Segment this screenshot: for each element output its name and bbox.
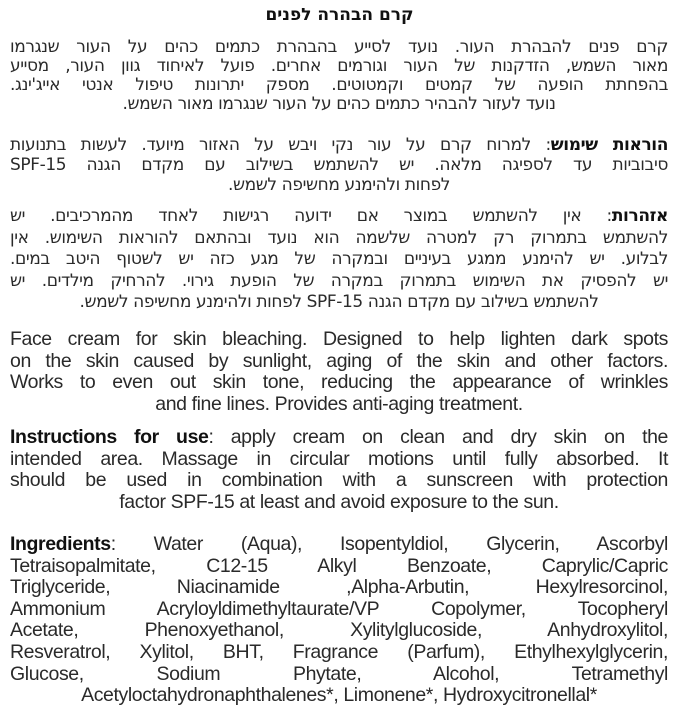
text-line: Glucose, Sodium Phytate, Alcohol, Tetramethyl [10, 662, 668, 685]
text-line: and fine lines. Provides anti-aging treatment. [155, 392, 523, 415]
text-line: לפחות ולהימנע מחשיפה לשמש. [227, 175, 451, 195]
text-line: קרם פנים להבהרת העור. נועד לסייע בהבהרת כתמים כהים על העור שנגרמו [10, 37, 668, 57]
text-line: Face cream for skin bleaching. Designed to help lighten dark spots [10, 328, 668, 350]
text-line: לבלוע. יש להימנע ממגע בעיניים ובמקרה של מגע כזה יש לשטוף היטב במים. [10, 249, 668, 269]
text-line [10, 534, 668, 556]
text-segment: : apply cream on clean and dry skin on the [208, 426, 669, 448]
text-line: intended area. Massage in circular motions until fully absorbed. It [10, 447, 668, 470]
ingredients-label: Ingredients [10, 533, 111, 555]
text-segment: : אין להשתמש במוצר אם ידועה רגישות לאחד מהמרכיבים. יש [10, 206, 612, 226]
text-line: Acetate, Phenoxyethanol, Xylitylglucoside, Anhydroxylitol, [10, 619, 668, 642]
text-line: on the skin caused by sunlight, aging of the skin and other factors. [10, 349, 668, 372]
product-title-hebrew: קרם הבהרה לפנים [265, 5, 414, 25]
text-line: מאור השמש, הזדקנות של העור וגורמים אחרים. פועל לאיחוד גוון העור, מסייע [10, 56, 668, 76]
text-segment: : למרוח קרם על עור נקי ויבש על האזור מיועד. לעשות בתנועות [10, 135, 551, 155]
text-line: Ammonium Acryloyldimethyltaurate/VP Copolymer, Tocopheryl [10, 597, 668, 620]
text-segment: : Water (Aqua), Isopentyldiol, Glycerin, Ascorbyl [110, 533, 668, 555]
usage-label-english: Instructions for use [10, 426, 209, 448]
warnings-label-hebrew: אזהרות [611, 206, 668, 226]
text-line: should be used in combination with a sunscreen with protection [10, 469, 668, 492]
hebrew-usage-instructions [10, 135, 668, 195]
english-ingredients [10, 534, 668, 707]
text-line: Acetyloctahydronaphthalenes*, Limonene*, Hydroxycitronellal* [81, 684, 597, 707]
text-line: Works to even out skin tone, reducing the appearance of wrinkles [10, 371, 668, 394]
text-line: Triglyceride, Niacinamide ,Alpha-Arbutin, Hexylresorcinol, [10, 576, 668, 599]
text-line: להשתמש בשילוב עם מקדם הגנה SPF-15 לפחות ולהימנע מחשיפה לשמש. [79, 292, 599, 312]
text-line: בהפחתת הופעה של קמטים וקמטוטים. מספק יתרונות טיפול אנטי אייג'ינג. [10, 75, 668, 95]
text-line [10, 206, 668, 228]
english-usage-instructions [10, 427, 668, 513]
text-line: factor SPF-15 at least and avoid exposure to the sun. [119, 490, 559, 513]
text-line: Tetraisopalmitate, C12-15 Alkyl Benzoate, Caprylic/Capric [10, 554, 668, 577]
text-line [10, 427, 668, 449]
hebrew-warnings [10, 206, 668, 314]
text-line: יש להפסיק את השימוש בתמרוק במקרה של הופעת גירוי. להרחיק מילדים. יש [10, 270, 668, 291]
text-line: Resveratrol, Xylitol, BHT, Fragrance (Parfum), Ethylhexylglycerin, [10, 640, 668, 663]
usage-label-hebrew: הוראות שימוש [550, 135, 668, 155]
text-line: נועד לעזור להבהיר כתמים כהים על העור שנגרמו מאור השמש. [122, 94, 556, 114]
text-line: להשתמש בתמרוק רק למטרה שלשמה הוא נועד ובהתאם להוראות השימוש. אין [10, 227, 668, 248]
hebrew-description [10, 38, 668, 114]
english-description [10, 329, 668, 415]
text-line: סיבוביות עד לספיגה מלאה. יש להשתמש בשילוב עם מקדם הגנה SPF-15 [10, 155, 668, 175]
text-line [10, 135, 668, 155]
